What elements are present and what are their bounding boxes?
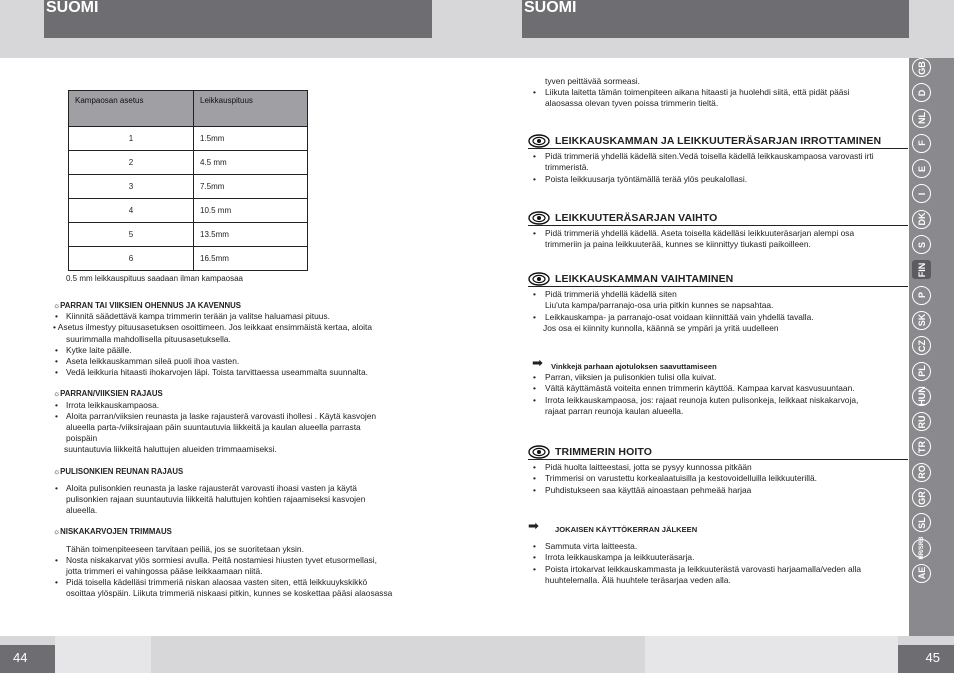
section-title: LEIKKUUTERÄSARJAN VAIHTO xyxy=(528,213,908,226)
list-item: • Aloita pulisonkien reunasta ja laske rajausterät varovasti ihoasi vasten ja käytä xyxy=(53,483,433,494)
table-cell: 3 xyxy=(69,175,194,199)
continued-text xyxy=(528,76,908,110)
section-title: LEIKKAUSKAMMAN JA LEIKKUUTERÄSARJAN IRROTTAMINEN xyxy=(528,136,908,149)
language-tab-label: AE xyxy=(916,567,927,580)
list-item: osoittaa ylöspäin. Liikuta trimmeriä niskaasi pitkin, kunnes se koskettaa pääsi alaosassa xyxy=(66,588,393,599)
table-cell: 4 xyxy=(69,199,194,223)
list-item: • Vältä käyttämästä voiteita ennen trimmerin käyttöä. Kampaa karvat kasvusuuntaan. xyxy=(528,383,908,394)
table-note: 0.5 mm leikkauspituus saadaan ilman kampaosaa xyxy=(66,274,243,283)
table-cell: 2 xyxy=(69,151,194,175)
table-cell: 5 xyxy=(69,223,194,247)
table-cell: 16.5mm xyxy=(194,247,308,271)
list-item: • Irrota leikkauskampa ja leikkuuteräsarja. xyxy=(528,552,908,563)
section-title: ☼PULISONKIEN REUNAN RAJAUS xyxy=(53,466,184,476)
list-item: • Pidä trimmeriä yhdellä kädellä siten.Vedä toisella kädellä leikkauskampaosa varovasti irti xyxy=(528,151,908,162)
section-title: ☼NISKAKARVOJEN TRIMMAUS xyxy=(53,527,172,537)
section-title: TRIMMERIN HOITO xyxy=(528,447,908,460)
language-tab-label: FIN xyxy=(916,262,927,278)
language-tab-cz[interactable] xyxy=(912,336,931,355)
table-cell: 10.5 mm xyxy=(194,199,308,223)
language-tab-ae[interactable] xyxy=(912,564,931,583)
table-row xyxy=(69,223,308,247)
footer-bar-right xyxy=(645,636,898,673)
language-tab-dk[interactable] xyxy=(912,210,931,229)
language-tab-label: HR/SRB xyxy=(918,536,925,560)
list-item: jotta trimmeri ei vahingossa pääse leikkaamaan niitä. xyxy=(66,566,263,577)
list-item: • Pidä huolta laitteestasi, jotta se pysyy kunnossa pitkään xyxy=(528,462,908,473)
table-row xyxy=(69,199,308,223)
page-number-left: 44 xyxy=(0,645,55,673)
language-tab-p[interactable] xyxy=(912,286,931,305)
table-cell: 6 xyxy=(69,247,194,271)
language-tab-label: F xyxy=(916,140,927,147)
section-tips xyxy=(528,355,908,417)
language-tab-label: E xyxy=(916,165,927,172)
language-tab-label: DK xyxy=(916,212,927,226)
table-row xyxy=(69,127,308,151)
list-item: • Poista leikkuusarja työntämällä terää ylös peukalollasi. xyxy=(528,174,908,185)
language-tab-gr[interactable] xyxy=(912,488,931,507)
table-cell: 4.5 mm xyxy=(194,151,308,175)
language-tab-label: GR xyxy=(916,490,927,505)
arrow-right-icon: ➡ xyxy=(528,518,539,533)
language-tab-label: RU xyxy=(916,415,927,429)
list-item: • Irrota leikkauskampaosa, jos: rajaat reunoja kuten pulisonkeja, leikkaat niskakarvoja, xyxy=(528,395,908,406)
language-tab-label: I xyxy=(916,192,927,196)
arrow-right-icon: ➡ xyxy=(532,355,543,370)
intro-text: Tähän toimenpiteeseen tarvitaan peiliä, jos se suoritetaan yksin. xyxy=(66,543,304,554)
language-tab-label: PL xyxy=(916,365,927,377)
section-title: ☼PARRAN/VIIKSIEN RAJAUS xyxy=(53,389,163,399)
list-item: • Sammuta virta laitteesta. xyxy=(528,541,908,552)
list-item: • Aloita parran/viiksien reunasta ja laske rajausterä varovasti ihollesi . Käytä kasvojen xyxy=(53,411,433,422)
list-item: • Poista irtokarvat leikkauskammasta ja leikkuuterästä varovasti harjaamalla/veden alla xyxy=(528,564,908,575)
list-item: • Pidä trimmeriä yhdellä kädellä siten xyxy=(528,289,908,300)
list-item: rajaat parran reunoja kaulan alueella. xyxy=(545,405,684,416)
list-item: alueella. xyxy=(66,505,98,516)
table-cell: 13.5mm xyxy=(194,223,308,247)
list-item: poispäin xyxy=(66,433,98,444)
language-tab-ru[interactable] xyxy=(912,412,931,431)
language-tab-label: S xyxy=(916,241,927,248)
section-care xyxy=(528,447,908,496)
sun-icon: ☼ xyxy=(53,301,61,310)
sun-icon: ☼ xyxy=(53,527,61,537)
language-tab-label: GB xyxy=(916,60,927,75)
language-tab-d[interactable] xyxy=(912,83,931,102)
language-tab-fin[interactable] xyxy=(912,260,931,279)
language-tab-label: HUN xyxy=(916,386,927,407)
language-tab-label: CZ xyxy=(916,339,927,352)
language-tab-tr[interactable] xyxy=(912,437,931,456)
language-tab-gb[interactable] xyxy=(912,58,931,77)
language-tab-sl[interactable] xyxy=(912,513,931,532)
language-tab-label: P xyxy=(916,292,927,299)
section-blade-change xyxy=(528,213,908,251)
sun-icon: ☼ xyxy=(53,389,61,399)
list-item: • Nosta niskakarvat ylös sormiesi avulla. Peitä nostamiesi hiusten tyvet etusormellasi, xyxy=(53,555,433,566)
list-item: • Leikkauskampa- ja parranajo-osat voidaan kiinnittää vain yhdellä tavalla. xyxy=(528,312,908,323)
page-number-right: 45 xyxy=(898,645,954,673)
table-cell: 1 xyxy=(69,127,194,151)
list-item: pulisonkien rajaan suuntautuvia liikkeitä haluttujen kohtien rajaamiseksi kasvojen xyxy=(66,494,366,505)
list-item: • Parran, viiksien ja pulisonkien tulisi olla kuivat. xyxy=(528,372,908,383)
language-tab-sk[interactable] xyxy=(912,311,931,330)
section-title: ☼PARRAN TAI VIIKSIEN OHENNUS JA KAVENNUS xyxy=(53,301,241,310)
list-item: • Liikuta laitetta tämän toimenpiteen aikana hitaasti ja huolehdi siitä, että pidät pääsi xyxy=(528,87,908,98)
language-tab-label: SK xyxy=(916,314,927,327)
list-item: • Asetus ilmestyy pituusasetuksen osoittimeen. Jos leikkaat ensimmäistä kertaa, aloita xyxy=(53,322,373,333)
comb-length-table xyxy=(68,90,308,271)
language-tab-i[interactable] xyxy=(912,184,931,203)
table-header: Kampaosan asetus xyxy=(69,91,194,127)
language-tab-nl[interactable] xyxy=(912,109,931,128)
list-item: Jos osa ei kiinnity kunnolla, käännä se ympäri ja yritä uudelleen xyxy=(543,322,779,333)
language-tab-hr-srb[interactable] xyxy=(912,536,931,560)
language-tab-hun[interactable] xyxy=(912,387,931,406)
list-item: trimmeristä. xyxy=(545,162,589,173)
section-comb-change xyxy=(528,274,908,334)
eye-icon xyxy=(528,134,550,148)
list-item: trimmeriin ja paina leikkuuterää, kunnes se kiinnittyy tiukasti paikoilleen. xyxy=(545,239,811,250)
left-column-text xyxy=(53,300,433,600)
language-tab-label: SL xyxy=(916,517,927,529)
table-cell: 7.5mm xyxy=(194,175,308,199)
list-item: huuhtelemalla. Älä huuhtele teräsarjaa veden alla. xyxy=(545,574,731,585)
language-tab-ro[interactable] xyxy=(912,463,931,482)
language-tab-label: TR xyxy=(916,440,927,453)
table-row xyxy=(69,175,308,199)
language-tab-label: D xyxy=(916,89,927,97)
list-item: • Pidä toisella kädelläsi trimmeriä niskan alaosaa vasten siten, että leikkuuykskikkö xyxy=(53,577,433,588)
list-item: suurimmalla mahdollisella pituusasetuksella. xyxy=(66,333,231,344)
right-page-header: SUOMI xyxy=(522,0,909,38)
list-item: Liu'uta kampa/parranajo-osa uria pitkin kunnes se napsahtaa. xyxy=(545,300,774,311)
list-item: • Puhdistukseen saa käyttää ainoastaan pehmeää harjaa xyxy=(528,485,908,496)
list-item: • Aseta leikkauskamman sileä puoli ihoa vasten. xyxy=(53,356,433,367)
language-tab-label: RO xyxy=(916,465,927,479)
list-item: tyven peittävää sormeasi. xyxy=(545,76,640,86)
list-item: alaosassa olevan tyven poissa trimmerin tieltä. xyxy=(545,98,719,109)
footer-bar-left xyxy=(55,636,151,673)
list-item: suuntautuvia liikkeitä haluttujen alueiden trimmaamiseksi. xyxy=(64,444,277,455)
after-use-title: ➡ JOKAISEN KÄYTTÖKERRAN JÄLKEEN xyxy=(528,518,698,534)
table-cell: 1.5mm xyxy=(194,127,308,151)
language-tab-f[interactable] xyxy=(912,134,931,153)
eye-icon xyxy=(528,272,550,286)
list-item: • Irrota leikkauskampaosa. xyxy=(53,400,433,411)
list-item: • Kiinnitä säädettävä kampa trimmerin terään ja valitse haluamasi pituus. xyxy=(53,311,433,322)
list-item: • Trimmerisi on varustettu korkealaatuisilla ja kestovoidelluilla leikkuuterillä. xyxy=(528,473,908,484)
list-item: • Pidä trimmeriä yhdellä kädellä. Aseta toisella kädelläsi leikkuuteräsarjan alempi osa xyxy=(528,228,908,239)
section-after-use xyxy=(528,518,908,586)
section-title: LEIKKAUSKAMMAN VAIHTAMINEN xyxy=(528,274,908,287)
language-tab-pl[interactable] xyxy=(912,362,931,381)
left-page-header: SUOMI xyxy=(44,0,432,38)
list-item: • Kytke laite päälle. xyxy=(53,345,433,356)
list-item: • Vedä leikkuria hitaasti ihokarvojen läpi. Toista tarvittaessa useammalta suunnalta. xyxy=(53,367,433,378)
table-header: Leikkauspituus xyxy=(194,91,308,127)
language-tab-label: NL xyxy=(916,112,927,125)
list-item: alueella parta-/viiksirajaan päin suuntautuvia liikkeitä ja kaulan alueella parrasta xyxy=(66,422,361,433)
table-row xyxy=(69,151,308,175)
language-tab-e[interactable] xyxy=(912,159,931,178)
language-tab-s[interactable] xyxy=(912,235,931,254)
eye-icon xyxy=(528,211,550,225)
language-tabs xyxy=(912,58,934,589)
table-row xyxy=(69,247,308,271)
sun-icon: ☼ xyxy=(53,466,61,476)
section-remove-comb xyxy=(528,136,908,185)
tips-title: ➡ Vinkkejä parhaan ajotuloksen saavuttamiseen xyxy=(532,355,717,371)
eye-icon xyxy=(528,445,550,459)
